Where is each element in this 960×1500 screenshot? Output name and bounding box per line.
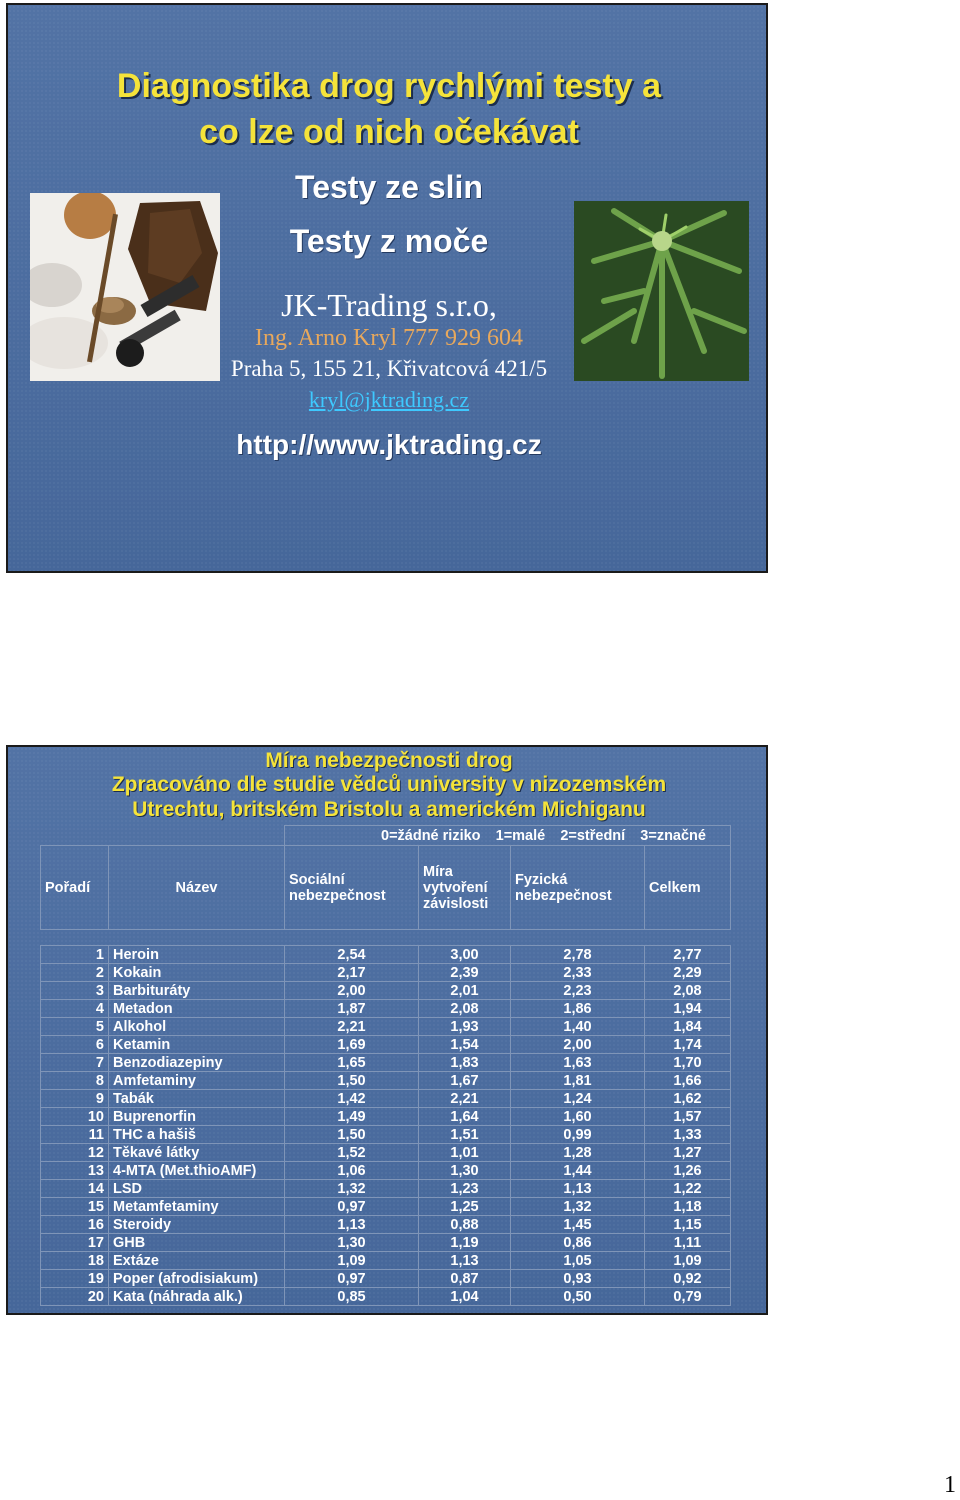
contact-person: Ing. Arno Kryl 777 929 604 (255, 325, 523, 351)
cell-physical: 1,28 (511, 1144, 645, 1162)
cell-rank: 18 (41, 1252, 109, 1270)
cell-name: Benzodiazepiny (109, 1054, 285, 1072)
cell-physical: 0,99 (511, 1126, 645, 1144)
cell-total: 2,29 (645, 964, 731, 982)
header-dependence: Míra vytvoření závislosti (419, 846, 511, 930)
header-social: Sociální nebezpečnost (285, 846, 419, 930)
cell-total: 1,09 (645, 1252, 731, 1270)
cell-dependence: 2,39 (419, 964, 511, 982)
cell-dependence: 0,88 (419, 1216, 511, 1234)
cell-total: 1,66 (645, 1072, 731, 1090)
cell-dependence: 1,30 (419, 1162, 511, 1180)
legend-low: 1=malé (495, 827, 546, 844)
cell-social: 1,42 (285, 1090, 419, 1108)
table-slide-subtitle-2: Utrechtu, britském Bristolu a americkém Michiganu (132, 798, 646, 821)
cell-social: 2,00 (285, 982, 419, 1000)
cell-social: 1,65 (285, 1054, 419, 1072)
cell-name: Amfetaminy (109, 1072, 285, 1090)
table-row (41, 1162, 731, 1180)
cell-name: Heroin (109, 946, 285, 964)
cell-physical: 1,63 (511, 1054, 645, 1072)
legend-medium: 2=střední (560, 827, 626, 844)
cell-physical: 1,13 (511, 1180, 645, 1198)
header-rank: Pořadí (41, 846, 109, 930)
cell-total: 1,11 (645, 1234, 731, 1252)
cell-social: 1,09 (285, 1252, 419, 1270)
cell-social: 1,32 (285, 1180, 419, 1198)
cell-name: Tabák (109, 1090, 285, 1108)
cell-physical: 0,86 (511, 1234, 645, 1252)
cell-rank: 8 (41, 1072, 109, 1090)
table-row (41, 1216, 731, 1234)
table-slide-title: Míra nebezpečnosti drog (265, 749, 513, 772)
table-row (41, 1000, 731, 1018)
cell-total: 1,27 (645, 1144, 731, 1162)
table-row (41, 1018, 731, 1036)
cell-name: Kata (náhrada alk.) (109, 1288, 285, 1306)
table-row (41, 1054, 731, 1072)
cell-social: 1,50 (285, 1126, 419, 1144)
cell-dependence: 0,87 (419, 1270, 511, 1288)
cell-dependence: 1,83 (419, 1054, 511, 1072)
cell-social: 1,52 (285, 1144, 419, 1162)
cell-rank: 19 (41, 1270, 109, 1288)
cell-physical: 2,23 (511, 982, 645, 1000)
table-row (41, 1072, 731, 1090)
cell-name: Buprenorfin (109, 1108, 285, 1126)
cell-rank: 16 (41, 1216, 109, 1234)
table-row (41, 1198, 731, 1216)
company-address: Praha 5, 155 21, Křivatcová 421/5 (230, 356, 548, 381)
cell-name: Alkohol (109, 1018, 285, 1036)
cell-rank: 20 (41, 1288, 109, 1306)
cell-social: 1,06 (285, 1162, 419, 1180)
cell-total: 1,26 (645, 1162, 731, 1180)
cell-total: 1,70 (645, 1054, 731, 1072)
slide-danger-table (6, 745, 768, 1315)
cell-total: 1,74 (645, 1036, 731, 1054)
cell-name: Steroidy (109, 1216, 285, 1234)
table-row (41, 1252, 731, 1270)
cell-dependence: 1,13 (419, 1252, 511, 1270)
table-row (41, 1144, 731, 1162)
cell-dependence: 1,25 (419, 1198, 511, 1216)
cell-dependence: 3,00 (419, 946, 511, 964)
cell-dependence: 2,08 (419, 1000, 511, 1018)
slide-title-line-1: Diagnostika drog rychlými testy a (116, 67, 662, 105)
cell-social: 1,87 (285, 1000, 419, 1018)
cell-rank: 6 (41, 1036, 109, 1054)
email-link[interactable]: kryl@jktrading.cz (308, 387, 470, 412)
cell-rank: 12 (41, 1144, 109, 1162)
cell-rank: 13 (41, 1162, 109, 1180)
cell-physical: 2,33 (511, 964, 645, 982)
header-name: Název (109, 846, 285, 930)
header-row (41, 846, 731, 930)
cell-total: 1,84 (645, 1018, 731, 1036)
cell-name: Kokain (109, 964, 285, 982)
cell-name: GHB (109, 1234, 285, 1252)
cell-dependence: 1,51 (419, 1126, 511, 1144)
cell-total: 1,94 (645, 1000, 731, 1018)
cell-social: 1,50 (285, 1072, 419, 1090)
danger-table (40, 825, 731, 1306)
cell-social: 1,49 (285, 1108, 419, 1126)
cell-dependence: 1,23 (419, 1180, 511, 1198)
cell-dependence: 2,21 (419, 1090, 511, 1108)
cell-rank: 3 (41, 982, 109, 1000)
cell-name: LSD (109, 1180, 285, 1198)
spacer-row (41, 930, 731, 946)
cell-dependence: 1,04 (419, 1288, 511, 1306)
table-row (41, 982, 731, 1000)
cell-total: 2,77 (645, 946, 731, 964)
cell-social: 1,30 (285, 1234, 419, 1252)
table-row (41, 946, 731, 964)
cell-rank: 14 (41, 1180, 109, 1198)
cell-physical: 1,05 (511, 1252, 645, 1270)
cell-social: 2,17 (285, 964, 419, 982)
cell-dependence: 1,01 (419, 1144, 511, 1162)
cell-dependence: 1,64 (419, 1108, 511, 1126)
cell-rank: 4 (41, 1000, 109, 1018)
table-row (41, 1108, 731, 1126)
cell-social: 0,97 (285, 1198, 419, 1216)
cell-rank: 9 (41, 1090, 109, 1108)
cell-physical: 1,81 (511, 1072, 645, 1090)
page-number: 1 (944, 1472, 956, 1498)
cell-physical: 0,50 (511, 1288, 645, 1306)
cell-rank: 17 (41, 1234, 109, 1252)
table-row (41, 964, 731, 982)
website-url[interactable]: http://www.jktrading.cz (236, 429, 542, 460)
table-row (41, 1036, 731, 1054)
cell-rank: 10 (41, 1108, 109, 1126)
cell-name: Extáze (109, 1252, 285, 1270)
cell-physical: 1,44 (511, 1162, 645, 1180)
cell-physical: 1,45 (511, 1216, 645, 1234)
cell-social: 0,85 (285, 1288, 419, 1306)
header-physical: Fyzická nebezpečnost (511, 846, 645, 930)
cell-name: Metamfetaminy (109, 1198, 285, 1216)
cell-name: 4-MTA (Met.thioAMF) (109, 1162, 285, 1180)
table-row (41, 1270, 731, 1288)
cell-social: 2,21 (285, 1018, 419, 1036)
cell-total: 0,92 (645, 1270, 731, 1288)
cell-total: 1,62 (645, 1090, 731, 1108)
cell-name: Ketamin (109, 1036, 285, 1054)
cell-name: Těkavé látky (109, 1144, 285, 1162)
cell-name: THC a hašiš (109, 1126, 285, 1144)
cell-rank: 11 (41, 1126, 109, 1144)
subtitle-urine-tests: Testy z moče (289, 223, 489, 259)
cell-physical: 2,00 (511, 1036, 645, 1054)
cell-physical: 0,93 (511, 1270, 645, 1288)
cell-total: 2,08 (645, 982, 731, 1000)
cell-social: 1,69 (285, 1036, 419, 1054)
company-name: JK-Trading s.r.o, (281, 287, 497, 323)
slide-title-line-2: co lze od nich očekávat (199, 113, 579, 151)
table-row (41, 1090, 731, 1108)
cell-dependence: 1,19 (419, 1234, 511, 1252)
cell-name: Barbituráty (109, 982, 285, 1000)
table-row (41, 1126, 731, 1144)
cell-physical: 1,24 (511, 1090, 645, 1108)
subtitle-saliva-tests: Testy ze slin (295, 169, 483, 205)
cell-rank: 15 (41, 1198, 109, 1216)
cell-total: 1,22 (645, 1180, 731, 1198)
cell-total: 1,33 (645, 1126, 731, 1144)
legend-row (41, 826, 731, 846)
cell-dependence: 2,01 (419, 982, 511, 1000)
cell-name: Poper (afrodisiakum) (109, 1270, 285, 1288)
cell-rank: 7 (41, 1054, 109, 1072)
cell-physical: 1,60 (511, 1108, 645, 1126)
cell-physical: 1,32 (511, 1198, 645, 1216)
table-row (41, 1288, 731, 1306)
cell-dependence: 1,67 (419, 1072, 511, 1090)
cell-rank: 2 (41, 964, 109, 982)
slide-title (6, 3, 768, 573)
header-total: Celkem (645, 846, 731, 930)
table-body (41, 946, 731, 1306)
cell-social: 2,54 (285, 946, 419, 964)
table-row (41, 1234, 731, 1252)
table-slide-subtitle-1: Zpracováno dle studie vědců university v nizozemském (111, 773, 667, 796)
cell-physical: 1,40 (511, 1018, 645, 1036)
cell-name: Metadon (109, 1000, 285, 1018)
cell-total: 1,18 (645, 1198, 731, 1216)
cell-total: 1,15 (645, 1216, 731, 1234)
cell-social: 1,13 (285, 1216, 419, 1234)
cell-total: 1,57 (645, 1108, 731, 1126)
cell-social: 0,97 (285, 1270, 419, 1288)
cell-rank: 5 (41, 1018, 109, 1036)
cell-dependence: 1,93 (419, 1018, 511, 1036)
cell-total: 0,79 (645, 1288, 731, 1306)
legend-high: 3=značné (640, 827, 706, 844)
cell-physical: 1,86 (511, 1000, 645, 1018)
legend-none: 0=žádné riziko (381, 827, 481, 844)
cell-physical: 2,78 (511, 946, 645, 964)
table-row (41, 1180, 731, 1198)
cell-dependence: 1,54 (419, 1036, 511, 1054)
cell-rank: 1 (41, 946, 109, 964)
